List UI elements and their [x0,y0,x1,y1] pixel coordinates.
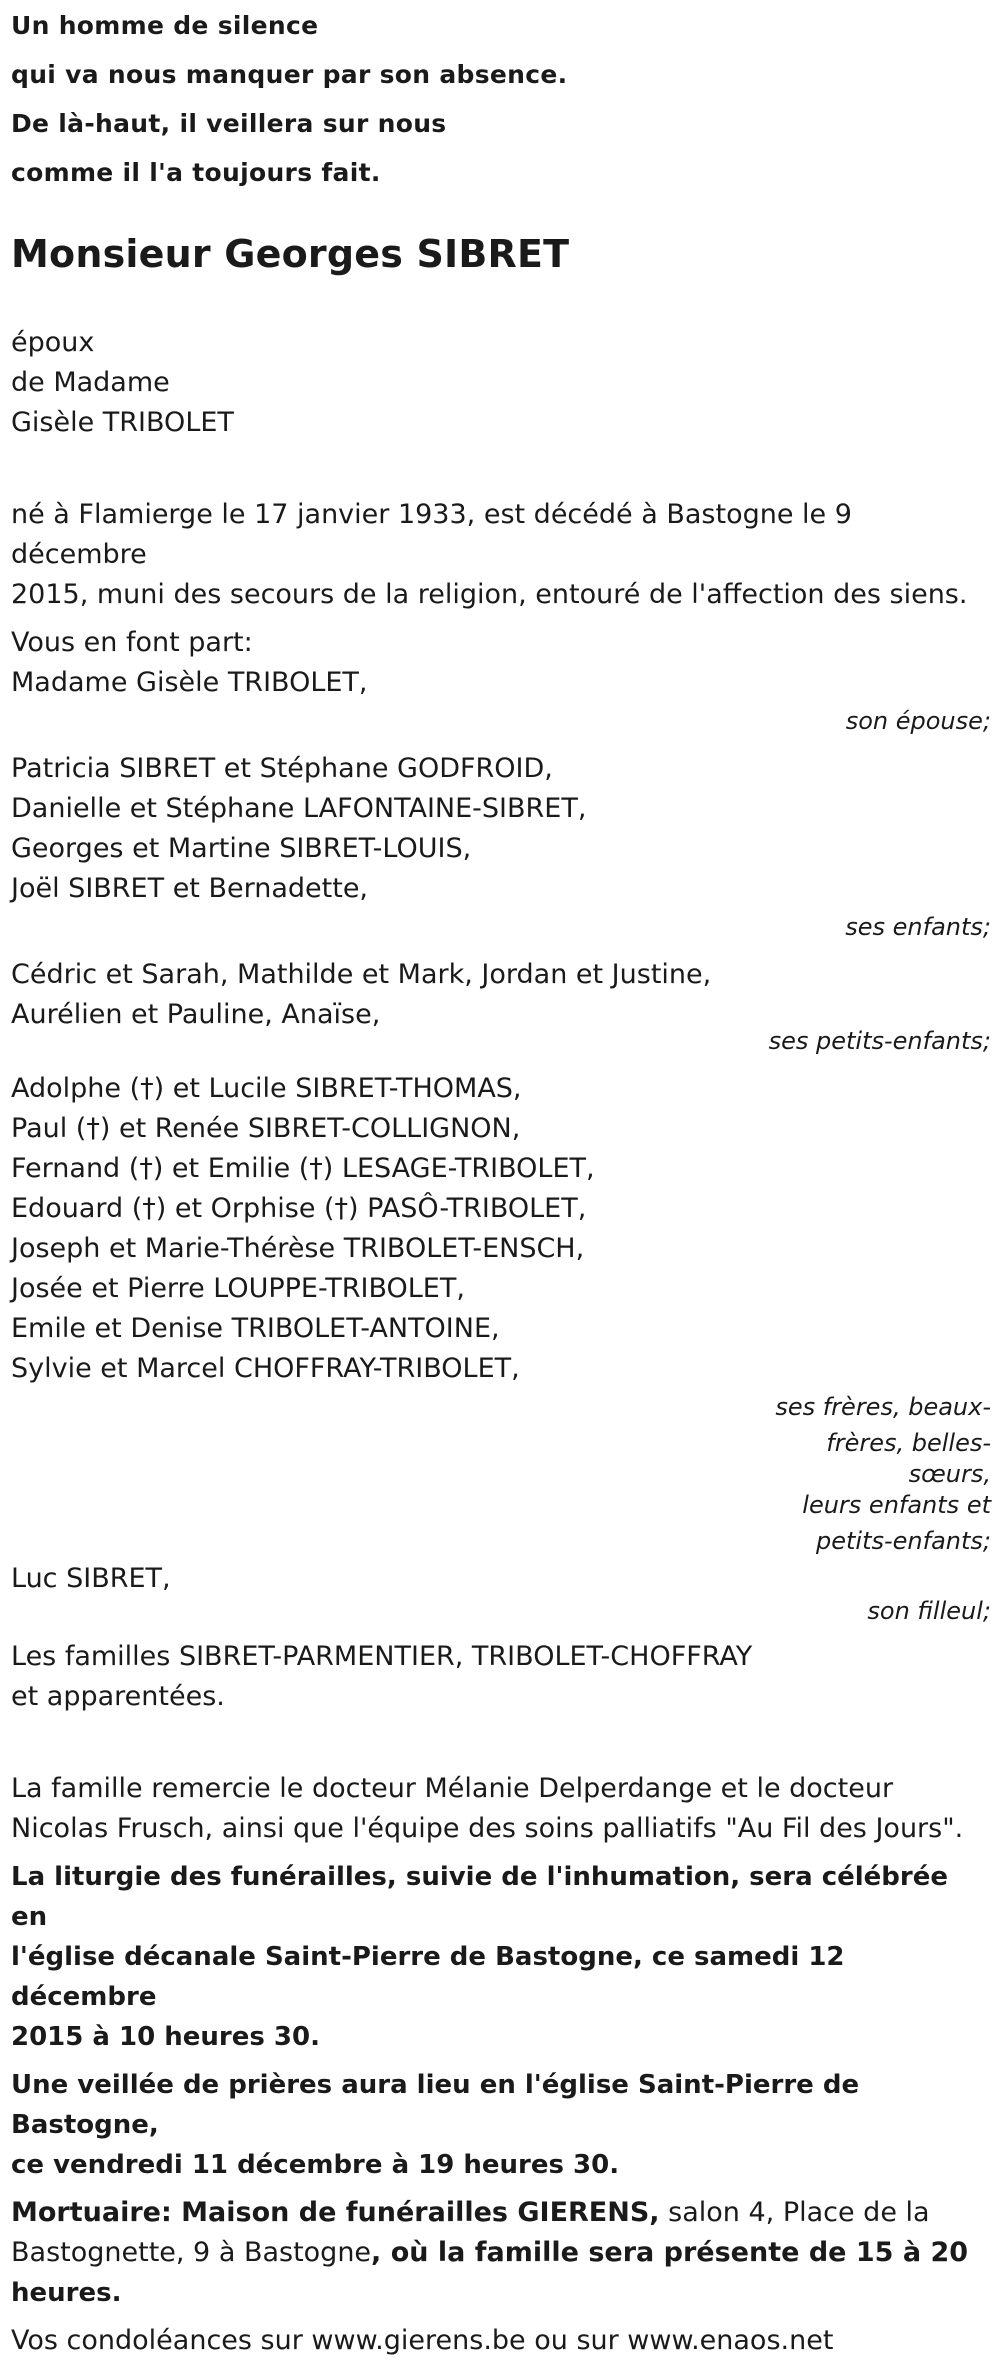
mortuary-presence: , où la famille sera présente de 15 à 20 [371,2237,969,2268]
obituary [11,0,991,2361]
poem [11,0,991,197]
mortuary-line [11,2193,991,2233]
family-line: Joseph et Marie-Thérèse TRIBOLET-ENSCH, [11,1233,585,1264]
family-role: petits-enfants; [816,1527,991,1555]
family-line: Fernand (†) et Emilie (†) LESAGE-TRIBOLET, [11,1153,595,1184]
family-line: Danielle et Stéphane LAFONTAINE-SIBRET, [11,793,587,824]
spouse-line: époux [11,327,95,358]
family-line: Emile et Denise TRIBOLET-ANTOINE, [11,1313,500,1344]
poem-line: qui va nous manquer par son absence. [11,60,568,89]
family-role: son épouse; [845,707,991,735]
family-group [11,749,991,945]
spouse-line: Gisèle TRIBOLET [11,407,234,438]
family-group [11,663,991,739]
family-group [11,955,991,1059]
mortuary-line [11,2233,991,2273]
birth-line: 2015, muni des secours de la religion, entouré de l'affection des siens. [11,579,968,610]
mortuary-block [11,2193,991,2313]
family-line: Patricia SIBRET et Stéphane GODFROID, [11,753,553,784]
condolences-line: Vos condoléances sur www.gierens.be ou sur www.enaos.net [11,2325,834,2356]
mortuary-address: salon 4, Place de la [659,2197,930,2228]
vigil-block [11,2065,991,2185]
announce-line: Vous en font part: [11,627,253,658]
family-line: Georges et Martine SIBRET-LOUIS, [11,833,472,864]
deceased-name: Monsieur Georges SIBRET [11,232,570,276]
family-role: ses frères, beaux- [775,1393,991,1421]
family-line: Adolphe (†) et Lucile SIBRET-THOMAS, [11,1073,522,1104]
family-role: sœurs, [908,1460,991,1488]
birth-death-block [11,495,991,615]
liturgy-line: 2015 à 10 heures 30. [11,2022,320,2052]
liturgy-block [11,1857,991,2057]
birth-line: né à Flamierge le 17 janvier 1933, est décédé à Bastogne le 9 décembre [11,499,852,570]
family-group [11,1069,991,1559]
spouse-block [11,323,991,443]
family-line: Madame Gisèle TRIBOLET, [11,667,368,698]
thanks-line: La famille remercie le docteur Mélanie Delperdange et le docteur [11,1773,894,1804]
poem-line: comme il l'a toujours fait. [11,158,381,187]
families-line: Les familles SIBRET-PARMENTIER, TRIBOLET-CHOFFRAY [11,1641,753,1672]
family-role: ses petits-enfants; [768,1027,991,1055]
families-block [11,1637,991,1717]
mortuary-label: Mortuaire: Maison de funérailles GIERENS, [11,2197,660,2228]
family-line: Edouard (†) et Orphise (†) PASÔ-TRIBOLET, [11,1193,587,1224]
liturgy-line: La liturgie des funérailles, suivie de l'inhumation, sera célébrée en [11,1862,948,1932]
mortuary-line: heures. [11,2278,122,2308]
liturgy-line: l'église décanale Saint-Pierre de Bastogne, ce samedi 12 décembre [11,1942,845,2012]
family-role: frères, belles- [826,1429,991,1457]
family-role: leurs enfants et [802,1491,991,1519]
family-line: Cédric et Sarah, Mathilde et Mark, Jordan et Justine, [11,959,712,990]
family-line: Sylvie et Marcel CHOFFRAY-TRIBOLET, [11,1353,520,1384]
vigil-line: ce vendredi 11 décembre à 19 heures 30. [11,2150,620,2180]
spouse-line: de Madame [11,367,170,398]
thanks-block [11,1769,991,1849]
mortuary-address: Bastognette, 9 à Bastogne [11,2237,372,2268]
family-role: ses enfants; [845,913,991,941]
thanks-line: Nicolas Frusch, ainsi que l'équipe des soins palliatifs "Au Fil des Jours". [11,1813,964,1844]
family-line: Paul (†) et Renée SIBRET-COLLIGNON, [11,1113,521,1144]
family-line: Aurélien et Pauline, Anaïse, [11,999,381,1030]
family-line: Joël SIBRET et Bernadette, [11,873,369,904]
poem-line: Un homme de silence [11,11,319,40]
families-line: et apparentées. [11,1681,225,1712]
poem-line: De là-haut, il veillera sur nous [11,109,447,138]
vigil-line: Une veillée de prières aura lieu en l'église Saint-Pierre de Bastogne, [11,2070,860,2140]
family-role: son filleul; [867,1597,991,1625]
family-role-block [751,1389,991,1559]
family-group [11,1559,991,1629]
family-line: Luc SIBRET, [11,1563,171,1594]
family-line: Josée et Pierre LOUPPE-TRIBOLET, [11,1273,465,1304]
